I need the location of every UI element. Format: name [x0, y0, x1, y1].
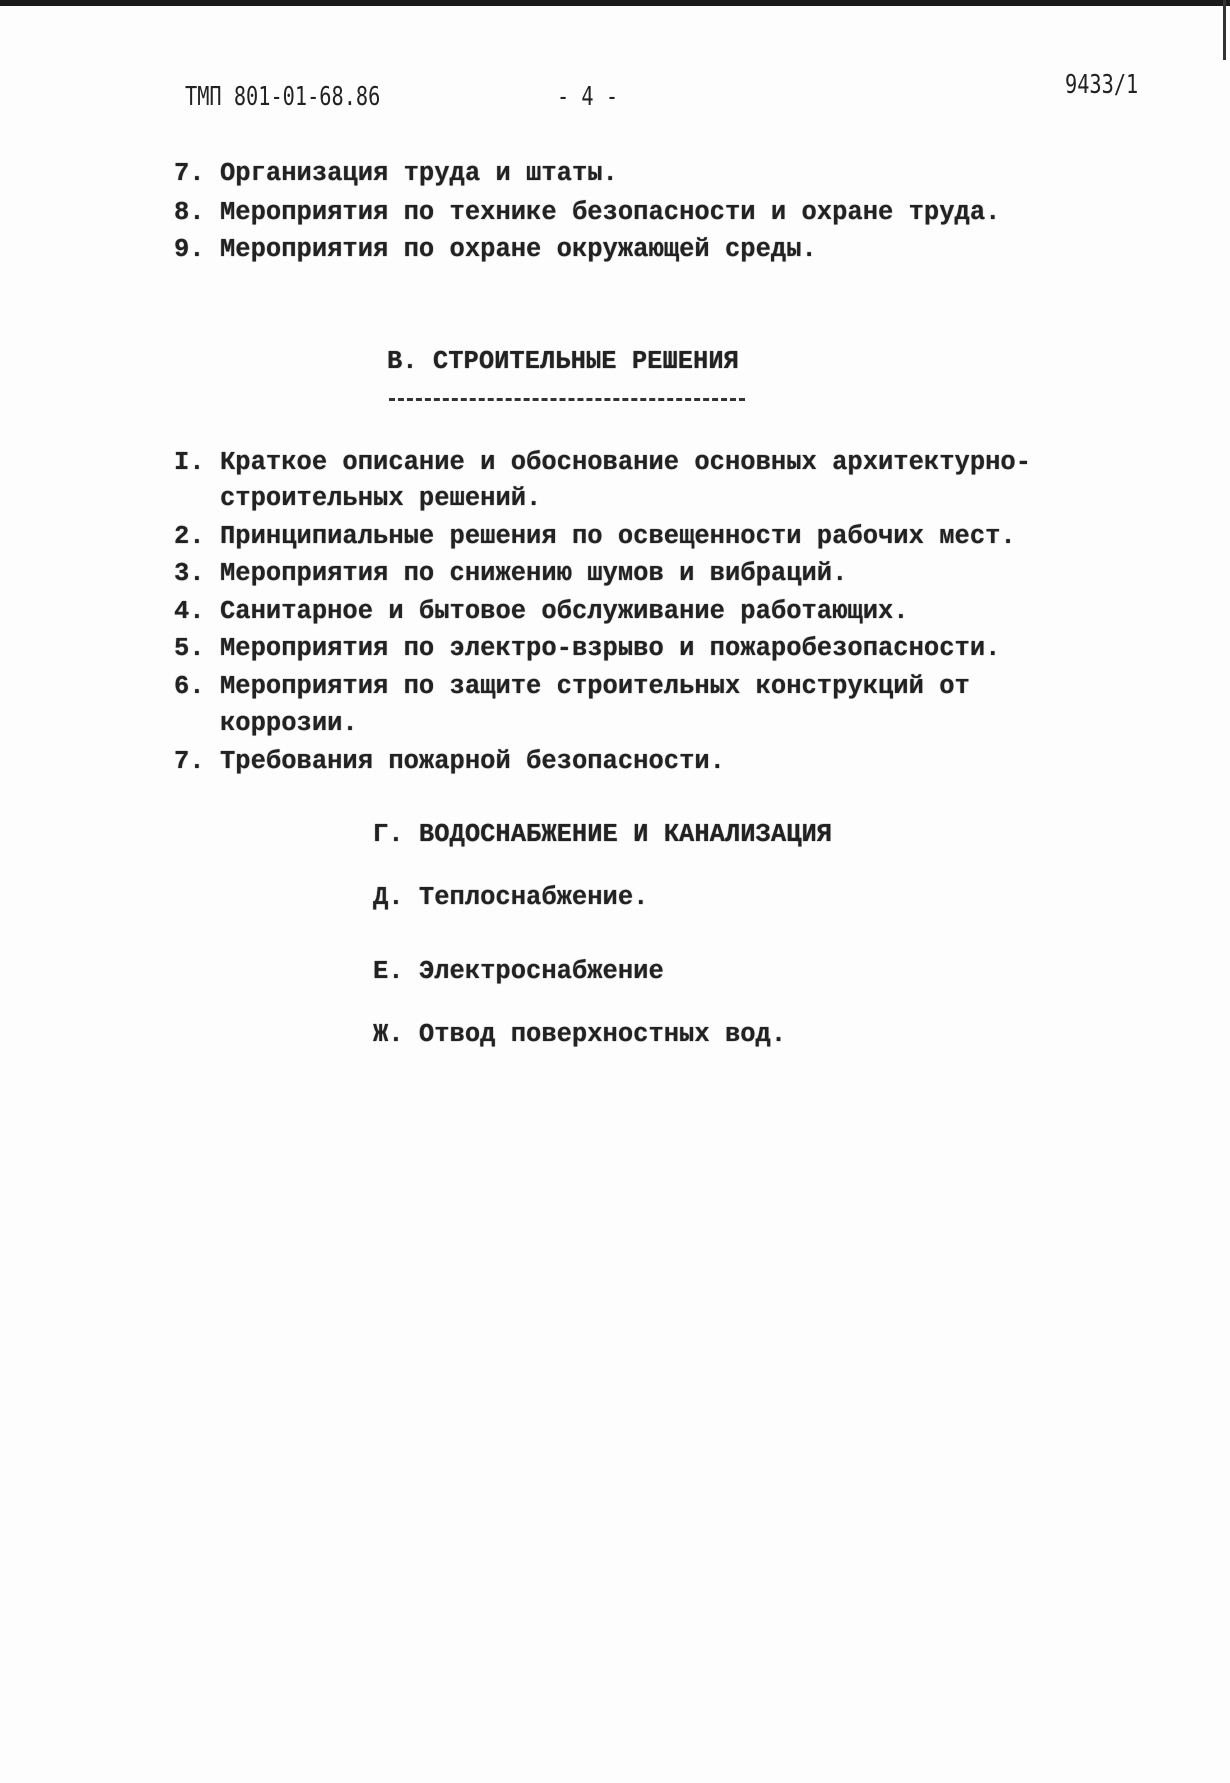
sheet-number: 9433/1	[1065, 70, 1139, 100]
section-zh-heading: Ж. Отвод поверхностных вод.	[373, 1020, 787, 1049]
section-e-heading: Е. Электроснабжение	[373, 957, 664, 986]
list-item-continuation: строительных решений.	[220, 484, 542, 513]
list-item-continuation: коррозии.	[220, 709, 358, 738]
list-item: Краткое описание и обоснование основных архитектурно-	[220, 448, 1032, 477]
list-item-number: 7.	[174, 159, 205, 188]
list-item-number: 5.	[174, 634, 205, 663]
list-item: Мероприятия по охране окружающей среды.	[220, 235, 817, 264]
list-item: Требования пожарной безопасности.	[220, 747, 725, 776]
page-number: - 4 -	[557, 82, 619, 112]
list-item-number: 2.	[174, 522, 205, 551]
list-item: Мероприятия по снижению шумов и вибраций.	[220, 559, 848, 588]
list-item: Организация труда и штаты.	[220, 159, 618, 188]
page-top-border	[0, 0, 1230, 6]
section-d-heading: Д. Теплоснабжение.	[373, 883, 649, 912]
section-b-heading: В. СТРОИТЕЛЬНЫЕ РЕШЕНИЯ	[387, 347, 739, 376]
list-item: Санитарное и бытовое обслуживание работающих.	[220, 597, 909, 626]
list-item: Мероприятия по электро-взрыво и пожаробезопасности.	[220, 634, 1001, 663]
list-item-number: 8.	[174, 198, 205, 227]
list-item: Мероприятия по защите строительных конструкций от	[220, 672, 970, 701]
list-item-number: 9.	[174, 235, 205, 264]
page-right-border	[1223, 0, 1226, 60]
list-item-number: 4.	[174, 597, 205, 626]
heading-underline	[389, 398, 745, 401]
list-item: Мероприятия по технике безопасности и охране труда.	[220, 198, 1001, 227]
list-item-number: 6.	[174, 672, 205, 701]
list-item-number: 3.	[174, 559, 205, 588]
list-item: Принципиальные решения по освещенности рабочих мест.	[220, 522, 1016, 551]
list-item-number: 7.	[174, 747, 205, 776]
section-g-heading: Г. ВОДОСНАБЖЕНИЕ И КАНАЛИЗАЦИЯ	[373, 820, 833, 849]
list-item-number: I.	[174, 448, 205, 477]
document-code: ТМП 801-01-68.86	[185, 82, 381, 112]
